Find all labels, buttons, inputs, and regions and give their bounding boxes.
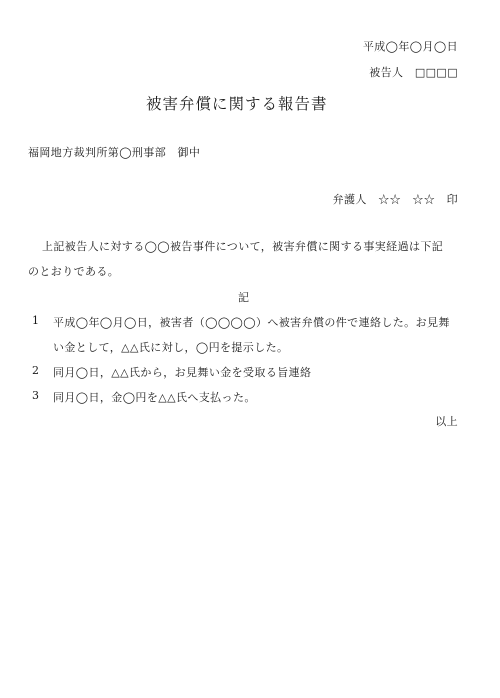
addressee: 福岡地方裁判所第◯刑事部 御中 xyxy=(28,146,201,159)
attorney-signature: 弁護人 ☆☆ ☆☆ 印 xyxy=(332,193,458,206)
ki-heading: 記 xyxy=(238,291,250,304)
item-1-line-2: い金として，△△氏に対し，◯円を提示した。 xyxy=(53,341,289,354)
document-date: 平成◯年◯月◯日 xyxy=(362,40,458,53)
item-1-line-1: 平成◯年◯月◯日，被害者（◯◯◯◯）へ被害弁償の件で連絡した。お見舞 xyxy=(53,316,450,329)
intro-line-2: のとおりである。 xyxy=(28,265,120,278)
item-3-line-1: 同月◯日，金◯円を△△氏へ支払った。 xyxy=(53,391,256,404)
document-title: 被害弁償に関する報告書 xyxy=(146,95,328,113)
intro-line-1: 上記被告人に対する◯◯被告事件について，被害弁償に関する事実経過は下記 xyxy=(42,240,444,253)
item-2-line-1: 同月◯日，△△氏から，お見舞い金を受取る旨連絡 xyxy=(53,366,312,379)
defendant-name: 被告人 □□□□ xyxy=(369,66,458,79)
item-number: 2 xyxy=(32,364,40,377)
item-number: 1 xyxy=(32,314,40,327)
closing-ijo: 以上 xyxy=(435,415,458,428)
item-number: 3 xyxy=(32,389,40,402)
